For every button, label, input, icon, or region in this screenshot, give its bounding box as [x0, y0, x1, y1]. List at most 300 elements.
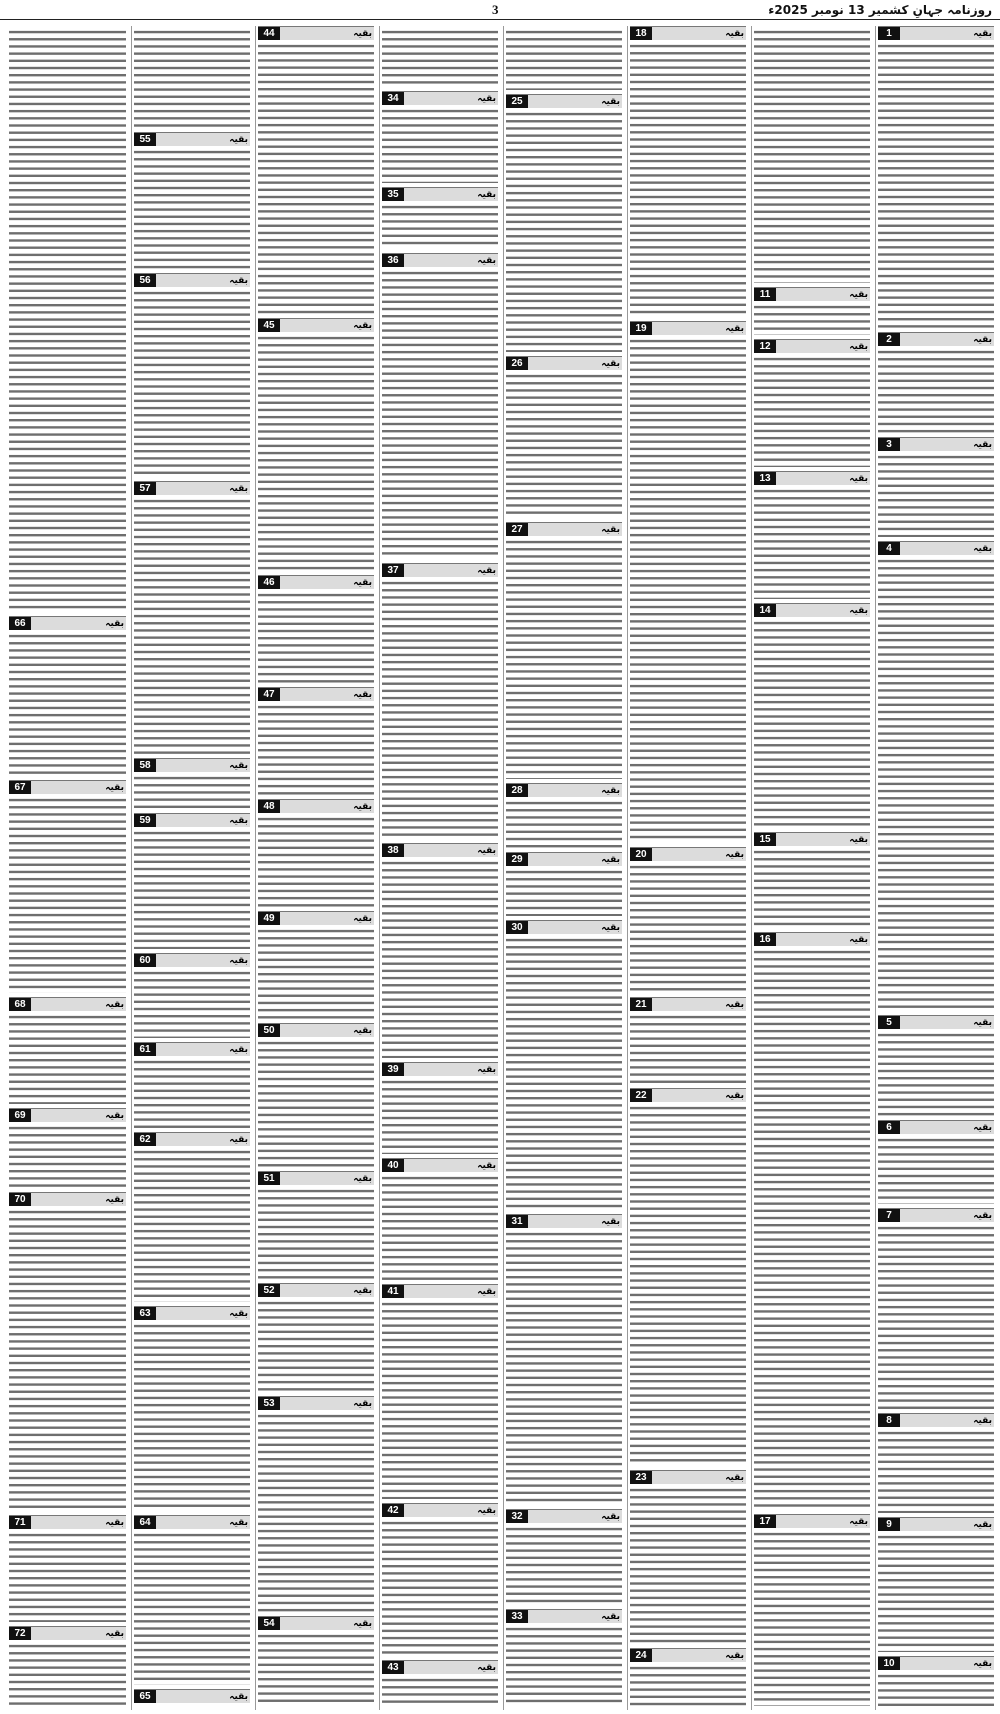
continuation-item — [258, 1616, 374, 1706]
item-tag: بقیہ — [601, 97, 620, 108]
item-number: 37 — [382, 564, 404, 577]
continuation-item — [134, 1689, 250, 1706]
item-tag: بقیہ — [105, 1000, 124, 1011]
item-tag: بقیہ — [973, 1017, 992, 1028]
item-number: 5 — [878, 1016, 900, 1029]
item-number: 72 — [9, 1627, 31, 1640]
item-header — [382, 253, 498, 267]
item-number: 19 — [630, 322, 652, 335]
item-header — [258, 1616, 374, 1630]
item-number: 12 — [754, 340, 776, 353]
item-tag: بقیہ — [477, 1064, 496, 1075]
continuation-item — [506, 783, 622, 847]
item-number: 66 — [9, 617, 31, 630]
page-column — [627, 26, 748, 1710]
item-header — [754, 339, 870, 353]
item-header — [878, 332, 994, 346]
item-tag: بقیہ — [353, 1618, 372, 1629]
continuation-item — [134, 481, 250, 754]
item-number: 38 — [382, 844, 404, 857]
item-header — [382, 563, 498, 577]
item-header — [258, 1171, 374, 1185]
item-header — [134, 132, 250, 146]
continuation-item — [382, 253, 498, 560]
continuation-item — [134, 273, 250, 478]
item-body-text — [134, 28, 250, 128]
item-body-text — [258, 1187, 374, 1279]
continuation-item — [382, 843, 498, 1058]
item-body-text — [134, 774, 250, 809]
continuation-item — [506, 94, 622, 352]
item-header — [258, 26, 374, 40]
item-tag: بقیہ — [229, 815, 248, 826]
page-column — [503, 26, 624, 1710]
item-number: 31 — [506, 1215, 528, 1228]
continuation-item — [382, 1062, 498, 1154]
item-body-text — [754, 619, 870, 828]
item-body-text — [506, 799, 622, 847]
item-body-text — [754, 487, 870, 599]
item-tag: بقیہ — [849, 289, 868, 300]
item-header — [878, 1015, 994, 1029]
continuation-item — [134, 132, 250, 268]
item-header — [754, 832, 870, 846]
item-tag: بقیہ — [601, 854, 620, 865]
continuation-item — [630, 847, 746, 992]
page-column — [131, 26, 252, 1710]
item-header — [382, 1660, 498, 1674]
item-header — [382, 1158, 498, 1172]
item-header — [134, 1132, 250, 1146]
item-tag: بقیہ — [229, 760, 248, 771]
item-body-text — [134, 1058, 250, 1127]
item-number: 21 — [630, 998, 652, 1011]
item-header — [382, 187, 498, 201]
masthead — [0, 0, 1000, 20]
item-header — [9, 1108, 126, 1122]
continuation-item — [258, 318, 374, 570]
item-tag: بقیہ — [601, 1217, 620, 1228]
item-body-text — [754, 948, 870, 1509]
item-header — [9, 1515, 126, 1529]
item-body-text — [9, 1124, 126, 1188]
continuation-item — [9, 1108, 126, 1188]
item-number: 56 — [134, 274, 156, 287]
continuation-item — [134, 1515, 250, 1685]
item-tag: بقیہ — [725, 999, 744, 1010]
continuation-item — [258, 1283, 374, 1391]
item-body-text — [9, 28, 126, 612]
item-number: 53 — [258, 1397, 280, 1410]
item-body-text — [506, 936, 622, 1210]
item-body-text — [258, 42, 374, 314]
item-header — [754, 1514, 870, 1528]
continuation-item — [9, 997, 126, 1104]
item-tag: بقیہ — [477, 1160, 496, 1171]
item-header — [878, 1517, 994, 1531]
item-body-text — [878, 1429, 994, 1514]
page-column — [875, 26, 996, 1710]
item-body-text — [258, 1632, 374, 1706]
item-body-text — [754, 303, 870, 335]
item-number: 32 — [506, 1510, 528, 1523]
item-number: 60 — [134, 954, 156, 967]
item-header — [878, 1656, 994, 1670]
continuation-item — [506, 852, 622, 916]
item-tag: بقیہ — [229, 1045, 248, 1056]
item-body-text — [878, 1672, 994, 1706]
item-header — [382, 1503, 498, 1517]
item-number: 54 — [258, 1617, 280, 1630]
item-number: 55 — [134, 133, 156, 146]
item-header — [382, 1062, 498, 1076]
item-body-text — [382, 859, 498, 1058]
item-number: 49 — [258, 912, 280, 925]
item-body-text — [258, 1299, 374, 1391]
item-body-text — [9, 796, 126, 993]
item-tag: بقیہ — [725, 323, 744, 334]
continuation-item — [630, 321, 746, 844]
continuation-item — [878, 1120, 994, 1204]
item-header — [754, 471, 870, 485]
item-number: 33 — [506, 1610, 528, 1623]
item-number: 16 — [754, 933, 776, 946]
item-number: 15 — [754, 833, 776, 846]
item-body-text — [134, 497, 250, 754]
item-header — [9, 1626, 126, 1640]
item-number: 44 — [258, 27, 280, 40]
item-body-text — [382, 1519, 498, 1656]
continuation-item — [9, 616, 126, 776]
item-tag: بقیہ — [725, 1090, 744, 1101]
item-header — [506, 920, 622, 934]
item-number: 43 — [382, 1661, 404, 1674]
item-number: 68 — [9, 998, 31, 1011]
continuation-item — [134, 1306, 250, 1511]
continuation-item — [878, 1517, 994, 1651]
item-header — [9, 616, 126, 630]
continuation-item — [258, 1171, 374, 1279]
continuation-item — [9, 1515, 126, 1622]
item-number: 23 — [630, 1471, 652, 1484]
item-number: 30 — [506, 921, 528, 934]
item-number: 22 — [630, 1089, 652, 1102]
item-header — [878, 26, 994, 40]
item-body-text — [382, 579, 498, 839]
item-tag: بقیہ — [849, 474, 868, 485]
item-tag: بقیہ — [353, 577, 372, 588]
item-header — [9, 1192, 126, 1206]
item-header — [258, 687, 374, 701]
page-column — [751, 26, 872, 1710]
item-tag: بقیہ — [105, 1518, 124, 1529]
item-body-text — [258, 703, 374, 795]
item-body-text — [9, 1208, 126, 1512]
item-body-text — [630, 1664, 746, 1706]
item-body-text — [382, 1174, 498, 1281]
item-body-text — [9, 1013, 126, 1104]
item-body-text — [506, 1525, 622, 1606]
item-number: 50 — [258, 1024, 280, 1037]
item-header — [506, 852, 622, 866]
item-number: 40 — [382, 1159, 404, 1172]
item-body-text — [506, 1230, 622, 1504]
continuation-item — [506, 920, 622, 1210]
item-tag: بقیہ — [353, 801, 372, 812]
item-body-text — [382, 1078, 498, 1154]
item-tag: بقیہ — [229, 956, 248, 967]
item-number: 20 — [630, 848, 652, 861]
item-number: 58 — [134, 759, 156, 772]
item-tag: بقیہ — [601, 786, 620, 797]
continuation-item — [382, 1284, 498, 1499]
item-number: 11 — [754, 288, 776, 301]
item-tag: بقیہ — [973, 334, 992, 345]
item-number: 34 — [382, 92, 404, 105]
item-number: 47 — [258, 688, 280, 701]
item-header — [630, 1470, 746, 1484]
continuation-item — [878, 1015, 994, 1116]
continuation-item — [754, 832, 870, 928]
item-number: 13 — [754, 472, 776, 485]
item-tag: بقیہ — [477, 1505, 496, 1516]
item-header — [382, 1284, 498, 1298]
item-number: 1 — [878, 27, 900, 40]
continuation-item — [382, 1503, 498, 1656]
item-number: 46 — [258, 576, 280, 589]
item-body-text — [754, 1530, 870, 1706]
item-body-text — [506, 538, 622, 780]
continuation-item — [258, 1396, 374, 1612]
item-body-text — [878, 1224, 994, 1409]
item-tag: بقیہ — [601, 524, 620, 535]
item-body-text — [258, 334, 374, 570]
item-number: 41 — [382, 1285, 404, 1298]
continuation-item — [382, 187, 498, 248]
item-body-text — [134, 969, 250, 1038]
item-header — [134, 273, 250, 287]
item-body-text — [382, 28, 498, 87]
item-header — [506, 783, 622, 797]
item-tag: بقیہ — [229, 1517, 248, 1528]
item-tag: بقیہ — [849, 341, 868, 352]
item-number: 63 — [134, 1307, 156, 1320]
item-body-text — [9, 1642, 126, 1706]
item-tag: بقیہ — [725, 1650, 744, 1661]
continuation-item — [878, 26, 994, 328]
item-tag: بقیہ — [849, 834, 868, 845]
continuation-item — [878, 541, 994, 1011]
item-number: 24 — [630, 1649, 652, 1662]
item-header — [134, 813, 250, 827]
item-number: 28 — [506, 784, 528, 797]
continuation-item — [630, 1088, 746, 1466]
continuation-item — [382, 563, 498, 839]
item-number: 25 — [506, 95, 528, 108]
item-header — [506, 94, 622, 108]
item-number: 62 — [134, 1133, 156, 1146]
item-body-text — [9, 632, 126, 776]
item-header — [630, 321, 746, 335]
continuation-item — [506, 1214, 622, 1504]
continuation-item — [878, 1656, 994, 1706]
item-header — [134, 1306, 250, 1320]
item-body-text — [382, 107, 498, 183]
item-header — [258, 1396, 374, 1410]
item-header — [258, 799, 374, 813]
item-tag: بقیہ — [477, 566, 496, 577]
item-body-text — [9, 1531, 126, 1622]
continuation-item — [630, 1648, 746, 1706]
item-number: 18 — [630, 27, 652, 40]
continuation-item — [258, 911, 374, 1019]
item-body-text — [134, 1705, 250, 1706]
item-number: 39 — [382, 1063, 404, 1076]
item-number: 64 — [134, 1516, 156, 1529]
item-body-text — [878, 1533, 994, 1651]
item-header — [134, 1689, 250, 1703]
item-tag: بقیہ — [353, 1174, 372, 1185]
item-tag: بقیہ — [849, 1516, 868, 1527]
item-tag: بقیہ — [477, 190, 496, 201]
item-number: 67 — [9, 781, 31, 794]
item-body-text — [630, 863, 746, 992]
item-header — [878, 1208, 994, 1222]
item-tag: بقیہ — [601, 359, 620, 370]
item-tag: بقیہ — [353, 914, 372, 925]
continuation-item — [754, 339, 870, 467]
continuation-item — [754, 26, 870, 283]
item-number: 7 — [878, 1209, 900, 1222]
item-header — [258, 1283, 374, 1297]
continuation-item — [754, 1514, 870, 1706]
item-body-text — [506, 1625, 622, 1706]
paper-name-date: روزنامہ جہانِ کشمیر 13 نومبر 2025ء — [768, 3, 992, 17]
page-column — [7, 26, 128, 1710]
item-body-text — [878, 1031, 994, 1116]
item-body-text — [878, 453, 994, 538]
item-header — [9, 997, 126, 1011]
item-number: 3 — [878, 438, 900, 451]
item-body-text — [878, 42, 994, 328]
item-header — [506, 1609, 622, 1623]
continuation-item — [134, 26, 250, 128]
item-body-text — [258, 927, 374, 1019]
item-number: 14 — [754, 604, 776, 617]
continuation-item — [9, 1192, 126, 1512]
item-body-text — [382, 1300, 498, 1499]
item-body-text — [506, 28, 622, 90]
item-body-text — [630, 42, 746, 317]
item-header — [506, 356, 622, 370]
item-number: 26 — [506, 357, 528, 370]
item-header — [878, 1413, 994, 1427]
item-number: 45 — [258, 319, 280, 332]
item-tag: بقیہ — [477, 94, 496, 105]
item-tag: بقیہ — [849, 935, 868, 946]
page-number: 3 — [492, 2, 499, 17]
item-number: 65 — [134, 1690, 156, 1703]
item-tag: بقیہ — [229, 275, 248, 286]
continuation-item — [878, 332, 994, 433]
item-number: 17 — [754, 1515, 776, 1528]
item-tag: بقیہ — [973, 1210, 992, 1221]
item-body-text — [878, 348, 994, 433]
item-tag: بقیہ — [973, 1122, 992, 1133]
item-tag: بقیہ — [353, 1398, 372, 1409]
item-header — [630, 847, 746, 861]
item-tag: بقیہ — [477, 846, 496, 857]
continuation-item — [506, 1509, 622, 1606]
item-header — [506, 1509, 622, 1523]
item-body-text — [258, 591, 374, 683]
continuation-item — [134, 1132, 250, 1302]
item-tag: بقیہ — [973, 544, 992, 555]
item-number: 52 — [258, 1284, 280, 1297]
continuation-item — [258, 799, 374, 907]
item-header — [878, 1120, 994, 1134]
item-body-text — [754, 355, 870, 467]
continuation-item — [134, 1042, 250, 1127]
item-tag: بقیہ — [725, 850, 744, 861]
item-body-text — [134, 829, 250, 949]
item-tag: بقیہ — [353, 689, 372, 700]
continuation-item — [630, 997, 746, 1084]
item-header — [754, 932, 870, 946]
item-tag: بقیہ — [849, 606, 868, 617]
item-header — [258, 318, 374, 332]
continuation-item — [9, 780, 126, 993]
item-body-text — [134, 1148, 250, 1302]
item-tag: بقیہ — [353, 1026, 372, 1037]
item-number: 35 — [382, 188, 404, 201]
item-tag: بقیہ — [353, 1286, 372, 1297]
continuation-item — [9, 1626, 126, 1706]
continuation-item — [134, 953, 250, 1038]
continuation-item — [382, 1158, 498, 1281]
item-number: 27 — [506, 523, 528, 536]
item-tag: بقیہ — [229, 484, 248, 495]
item-number: 48 — [258, 800, 280, 813]
continuation-item — [878, 1413, 994, 1514]
item-number: 4 — [878, 542, 900, 555]
item-header — [134, 953, 250, 967]
continuation-item — [258, 687, 374, 795]
item-header — [506, 522, 622, 536]
continuation-item — [134, 813, 250, 949]
item-header — [134, 1042, 250, 1056]
item-number: 8 — [878, 1414, 900, 1427]
item-number: 36 — [382, 254, 404, 267]
item-body-text — [258, 1412, 374, 1612]
item-number: 70 — [9, 1193, 31, 1206]
item-number: 57 — [134, 482, 156, 495]
item-tag: بقیہ — [973, 1520, 992, 1531]
item-tag: بقیہ — [601, 1612, 620, 1623]
continuation-item — [258, 575, 374, 683]
item-header — [258, 1023, 374, 1037]
item-number: 59 — [134, 814, 156, 827]
item-body-text — [506, 372, 622, 517]
item-number: 69 — [9, 1109, 31, 1122]
item-body-text — [630, 1104, 746, 1466]
item-tag: بقیہ — [601, 923, 620, 934]
item-header — [754, 287, 870, 301]
continuation-item — [878, 437, 994, 538]
item-body-text — [134, 289, 250, 478]
item-tag: بقیہ — [229, 1134, 248, 1145]
item-header — [878, 541, 994, 555]
